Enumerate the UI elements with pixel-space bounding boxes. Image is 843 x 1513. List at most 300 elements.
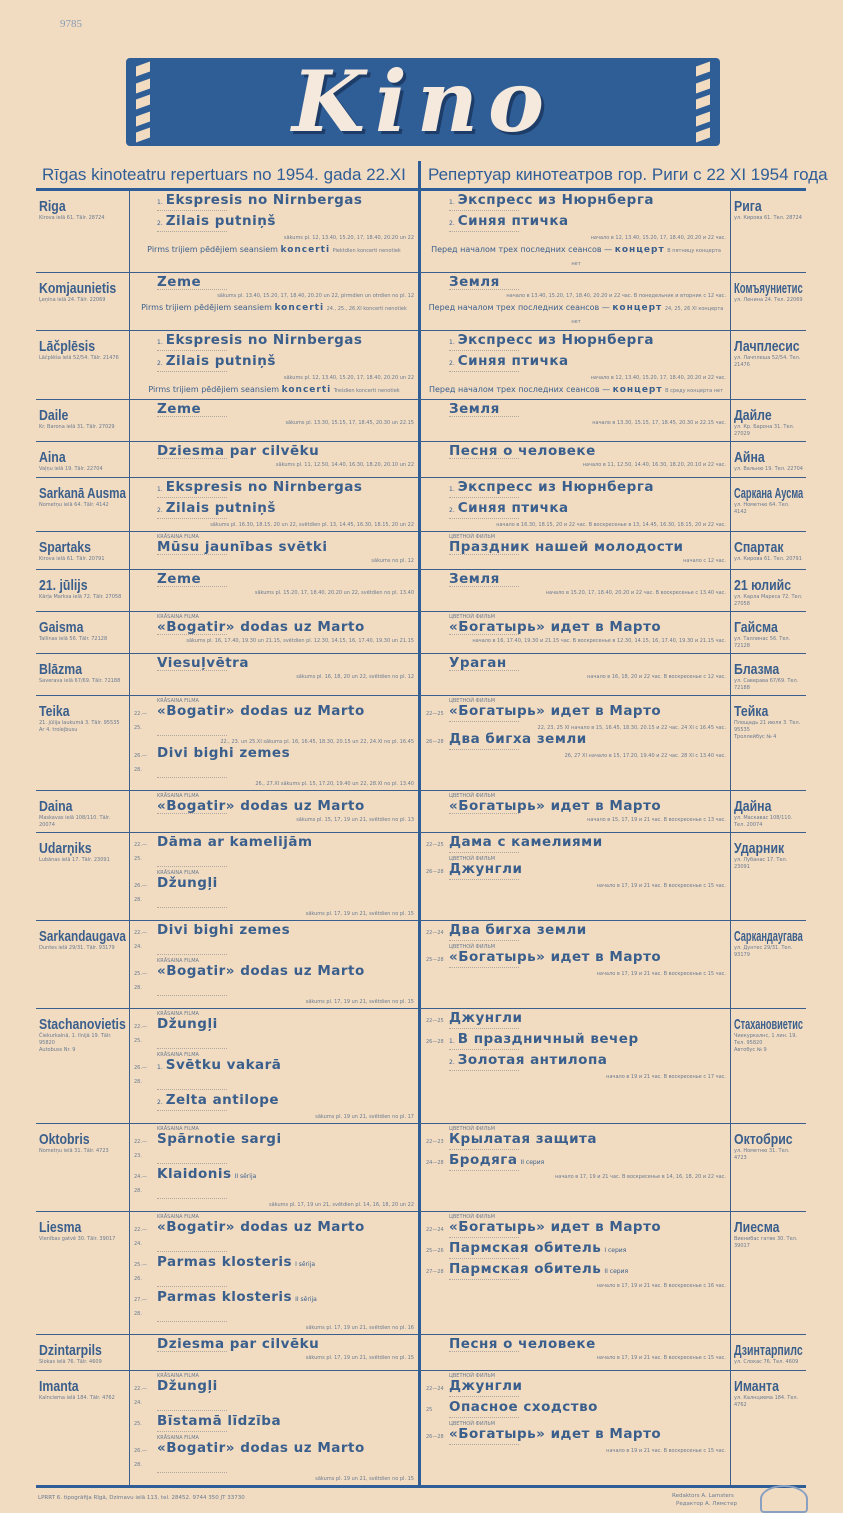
films-cell <box>130 1371 418 1485</box>
films-cell <box>130 1009 418 1123</box>
film-dates: 25 <box>426 1407 433 1413</box>
films-cell <box>418 1335 730 1370</box>
showtimes: sākums no pl. 12 <box>371 558 414 564</box>
film-entry <box>426 620 726 634</box>
films-cell <box>418 400 730 441</box>
cinema-cell <box>36 191 130 272</box>
film-entry <box>134 1337 414 1351</box>
color-film-label: KRĀSAINA FILMA <box>157 1126 199 1132</box>
cinema-address: ул. Нометню 64. Тел. 4142 <box>734 502 790 515</box>
cinema-name: Айна <box>734 449 765 466</box>
film-language-note <box>157 1410 227 1413</box>
archive-number: 9785 <box>60 18 82 30</box>
film-language-note <box>157 1048 227 1051</box>
film-dates: 22—23 <box>426 1139 444 1145</box>
film-dates: 25.—28. <box>134 971 147 991</box>
cinema-name: Спартак <box>734 539 784 556</box>
color-film-label: KRĀSAINA FILMA <box>157 1435 199 1441</box>
cinema-row <box>36 191 806 273</box>
color-film-label: KRĀSAINA FILMA <box>157 1052 199 1058</box>
showtimes: начало в 19 и 21 час. В воскресенье с 15 час. <box>606 1448 726 1454</box>
films-cell <box>418 921 730 1008</box>
cinema-cell <box>730 191 806 272</box>
film-title: «Богатырь» идет в Марто <box>449 1219 662 1235</box>
cinema-address: ул. Кр. Барона 31. Тел. 27029 <box>734 424 795 437</box>
film-title: Крылатая защита <box>449 1131 597 1147</box>
film-entry <box>134 656 414 670</box>
cinema-cell <box>730 791 806 832</box>
film-entry <box>134 214 414 231</box>
film-dates: 26.—28. <box>134 883 147 903</box>
showtimes: начало в 13.30, 15.15, 17, 18.45, 20.30 и 22.15 час. <box>592 420 726 426</box>
film-title: Svētku vakarā <box>165 1057 282 1073</box>
film-entry <box>426 835 726 852</box>
showtimes: sākums pl. 13.40, 15.20, 17, 18.40, 20.20 un 22, pirmdien un otrdien no pl. 12 <box>217 293 414 299</box>
cinema-name: Комъяуниетис <box>734 280 803 297</box>
color-film-label: ЦВЕТНОЙ ФИЛЬМ <box>449 1126 496 1132</box>
film-title: Dāma ar kamelijām <box>157 834 313 850</box>
film-entry <box>426 799 726 813</box>
cinema-address: ул. Саверава 67/69. Тел. 72188 <box>734 678 799 691</box>
transport-note: Автобус № 9 <box>734 1047 767 1053</box>
films-cell <box>130 1335 418 1370</box>
film-dates: 27.—28. <box>134 1297 147 1317</box>
cinema-address: ул. Маскавас 108/110. Тел. 20074 <box>734 815 793 828</box>
film-language-note <box>157 1431 227 1434</box>
film-language-note <box>449 231 519 234</box>
film-title: Дама с камелиями <box>449 834 603 850</box>
cinema-name: Daina <box>39 798 73 815</box>
cinema-cell <box>730 1335 806 1370</box>
film-title: Синяя птичка <box>457 500 569 516</box>
showtimes: sākums pl. 16, 18, 20 un 22, svētdien no pl. 12 <box>296 674 414 680</box>
film-number: 2. <box>449 507 455 514</box>
cinema-cell <box>36 921 130 1008</box>
concert-text: Pirms trijiem pēdējiem seansiem <box>147 245 278 254</box>
film-entry <box>134 1093 414 1110</box>
editor-lv: Redaktors A. Lamsters <box>672 1493 734 1499</box>
film-title: «Богатырь» идет в Марто <box>449 703 662 719</box>
cinema-name: Ударник <box>734 840 785 857</box>
cinema-row <box>36 833 806 921</box>
film-language-note <box>157 995 227 998</box>
cinema-cell <box>730 696 806 790</box>
cinema-address: ул. Ленина 24. Тел. 22069 <box>734 297 803 303</box>
film-dates: 22.—25. <box>134 1024 147 1044</box>
film-dates: 26—28 <box>426 1434 444 1440</box>
showtimes-note: 22, 23, 25 XI начало в 15, 16.45, 18.30, 20.15 и 22 час. 24 XI с 16.45 час. <box>537 725 726 731</box>
cinema-address: Nometņu ielā 64. Tālr. 4142 <box>39 502 109 508</box>
film-dates: 26.—28. <box>134 1065 147 1085</box>
showtimes: sākums pl. 19 un 21, svētdien no pl. 17 <box>315 1114 414 1120</box>
film-title: Бродяга <box>449 1152 518 1168</box>
showtimes-note: 22., 23. un 25.XI sākums pl. 16, 16.45, 18.30, 20.15 un 22, 24.XI no pl. 16.45 <box>220 739 414 745</box>
cinema-address: Kr. Barona ielā 31. Tālr. 27029 <box>39 424 115 430</box>
films-cell <box>418 331 730 399</box>
concert-word: koncerti <box>280 245 331 255</box>
cinema-cell <box>36 791 130 832</box>
showtimes: sākums pl. 17, 19 un 21, svētdien no pl. 15 <box>305 1355 414 1361</box>
showtimes: начало в 11, 12.50, 14.40, 16.30, 18.20, 20.10 и 22 час. <box>582 462 726 468</box>
film-language-note <box>449 1170 519 1173</box>
film-title: «Bogatir» dodas uz Marto <box>157 703 365 719</box>
film-entry <box>426 1337 726 1351</box>
film-dates: 25—28 <box>426 957 444 963</box>
concert-exception: В среду концерта нет <box>665 388 723 394</box>
cinema-address: Duntes ielā 29/31. Tālr. 93179 <box>39 945 115 951</box>
films-cell <box>130 191 418 272</box>
film-title: Divi bighi zemes <box>157 922 291 938</box>
film-entry <box>426 1379 726 1396</box>
film-entry <box>134 964 414 995</box>
film-title: Zelta antilope <box>165 1092 280 1108</box>
showtimes: sākums pl. 17, 19 un 21, svētdien no pl. 15 <box>305 911 414 917</box>
films-cell <box>130 442 418 477</box>
film-number: 1. <box>157 1064 163 1071</box>
cinema-row <box>36 791 806 833</box>
cinema-cell <box>36 570 130 611</box>
cinema-name: Лиесма <box>734 1219 780 1236</box>
film-number: 1. <box>449 1038 455 1045</box>
film-dates: 26—28 <box>426 739 444 745</box>
film-language-note <box>449 749 519 752</box>
showtimes: начало в 16, 17.40, 19.30 и 21.15 час. В воскресенье в 12.30, 14.15, 16, 17.40, 19.30 и 21.15 час. <box>472 638 726 644</box>
cinema-cell <box>36 1009 130 1123</box>
cinema-cell <box>730 1371 806 1485</box>
film-dates: 25.—26. <box>134 1262 147 1282</box>
film-entry <box>134 1255 414 1286</box>
cinema-cell <box>36 1212 130 1334</box>
film-language-note <box>449 721 519 724</box>
cinema-cell <box>730 442 806 477</box>
cinema-address: Kārļa Marksa ielā 72. Tālr. 27058 <box>39 594 122 600</box>
showtimes: sākums pl. 16, 17.40, 19.30 un 21.15, svētdien pl. 12.30, 14.15, 16, 17.40, 19.30 un 21.15 <box>186 638 414 644</box>
film-entry <box>134 275 414 289</box>
films-cell <box>130 833 418 920</box>
film-title: Dziesma par cilvēku <box>157 443 320 459</box>
film-entry <box>426 540 726 554</box>
cinema-name: Стахановиетис <box>734 1016 803 1033</box>
cinema-cell <box>36 833 130 920</box>
films-cell <box>130 791 418 832</box>
film-entry <box>426 572 726 586</box>
showtimes: начало в 13.40, 15.20, 17, 18.40, 20.20 и 22 час. В понедельник и вторник с 12 час. <box>506 293 726 299</box>
film-entry <box>426 214 726 231</box>
concert-exception: В пятницу концерта нет <box>571 248 721 267</box>
cinema-cell <box>730 273 806 330</box>
film-dates: 22.—25. <box>134 711 147 731</box>
color-film-label: KRĀSAINA FILMA <box>157 1373 199 1379</box>
film-title: Zilais putniņš <box>165 353 276 369</box>
cinema-row <box>36 1124 806 1212</box>
film-title: Klaidonis <box>157 1166 232 1182</box>
films-cell <box>418 696 730 790</box>
showtimes: начало с 12 час. <box>683 558 726 564</box>
cinema-name: Daile <box>39 407 69 424</box>
film-entry <box>426 950 726 967</box>
concert-exception: Piektdien koncerti nenotiek <box>332 248 401 254</box>
film-dates: 22.—23. <box>134 1139 147 1159</box>
cinema-cell <box>36 478 130 531</box>
film-entry <box>134 540 414 554</box>
film-title: Parmas klosteris <box>157 1254 293 1270</box>
showtimes: начало в 12, 13.40, 15.20, 17, 18.40, 20.20 и 22 час. <box>590 235 726 241</box>
film-dates: 22.—24. <box>134 1386 147 1406</box>
film-language-note <box>157 777 227 780</box>
film-language-note <box>449 1237 519 1240</box>
film-language-note <box>157 1321 227 1324</box>
showtimes: sākums pl. 17, 19 un 21, svētdien pl. 14, 16, 18, 20 un 22 <box>269 1202 414 1208</box>
film-number: 2. <box>449 1059 455 1066</box>
film-title: Spārnotie sargi <box>157 1131 282 1147</box>
film-title: Джунгли <box>449 1010 523 1026</box>
films-cell <box>418 191 730 272</box>
cinema-row <box>36 570 806 612</box>
film-entry <box>134 620 414 634</box>
cinema-row <box>36 400 806 442</box>
films-cell <box>418 273 730 330</box>
films-cell <box>418 833 730 920</box>
cinema-address: Ļeņina ielā 24. Tālr. 22069 <box>39 297 106 303</box>
cinema-name: Дзинтарпилс <box>734 1342 803 1359</box>
film-title: Ekspresis no Nirnbergas <box>165 479 363 495</box>
films-cell <box>130 478 418 531</box>
concert-word: концерт <box>612 385 663 395</box>
film-title: Džungļi <box>157 1016 218 1032</box>
films-cell <box>130 273 418 330</box>
cinema-name: 21. jūlijs <box>39 577 88 594</box>
film-number: 2. <box>157 220 163 227</box>
cinema-row <box>36 1335 806 1371</box>
film-entry <box>134 354 414 371</box>
film-title: Песня о человеке <box>449 1336 596 1352</box>
film-language-note <box>449 967 519 970</box>
color-film-label: KRĀSAINA FILMA <box>157 793 199 799</box>
showtimes: начало в 15, 17, 19 и 21 час. В воскресенье с 13 час. <box>587 817 726 823</box>
film-title: Песня о человеке <box>449 443 596 459</box>
cinema-row <box>36 1371 806 1485</box>
film-language-note <box>449 1444 519 1447</box>
films-cell <box>130 331 418 399</box>
showtimes: начало в 19 и 21 час. В воскресенье с 17 час. <box>606 1074 726 1080</box>
film-entry <box>134 444 414 458</box>
film-title: Viesuļvētra <box>157 655 249 671</box>
showtimes: начало в 16.30, 18.15, 20 и 22 час. В воскресенье в 13, 14.45, 16.30, 18.15, 20 и 22 час. <box>496 522 726 528</box>
films-cell <box>418 478 730 531</box>
cinema-row <box>36 921 806 1009</box>
film-title: Пармская обитель <box>449 1240 602 1256</box>
film-entry <box>134 835 414 866</box>
film-number: 1. <box>449 339 455 346</box>
film-dates: 24.—28. <box>134 1174 147 1194</box>
film-entry <box>426 732 726 749</box>
cinema-cell <box>730 1009 806 1123</box>
film-title: «Богатырь» идет в Марто <box>449 798 662 814</box>
cinema-name: Блазма <box>734 661 780 678</box>
color-film-label: ЦВЕТНОЙ ФИЛЬМ <box>449 698 496 704</box>
film-entry <box>426 1011 726 1028</box>
film-language-note <box>157 231 227 234</box>
films-cell <box>130 696 418 790</box>
film-entry <box>134 923 414 954</box>
cinema-address: ул. Нометню 31. Тел. 4723 <box>734 1148 790 1161</box>
film-language-note <box>157 1110 227 1113</box>
film-title: Divi bighi zemes <box>157 745 291 761</box>
film-language-note <box>157 954 227 957</box>
film-entry <box>134 1017 414 1048</box>
films-cell <box>130 570 418 611</box>
film-entry <box>426 704 726 721</box>
film-series: II sērija <box>295 1296 317 1303</box>
film-entry <box>426 862 726 879</box>
concert-word: концерт <box>612 303 663 313</box>
film-title: Синяя птичка <box>457 213 569 229</box>
showtimes: начало в 17, 19 и 21 час. В воскресенье с 16 час. <box>596 1283 726 1289</box>
cinema-address: Lāčplēša ielā 52/54. Tālr. 21476 <box>39 355 119 361</box>
film-dates: 22—25 <box>426 711 444 717</box>
showtimes-note: 26., 27.XI sākums pl. 15, 17.20, 19.40 un 22, 28.XI no pl. 13.40 <box>255 781 414 787</box>
film-title: «Bogatir» dodas uz Marto <box>157 1219 365 1235</box>
film-title: Dziesma par cilvēku <box>157 1336 320 1352</box>
cinema-address: Чиекуркалнс, 1 лин. 19. Тел. 95820 <box>734 1033 797 1046</box>
film-entry <box>426 444 726 458</box>
cinema-address: ул. Лачплеша 52/54. Тел. 21476 <box>734 355 801 368</box>
film-entry <box>426 402 726 416</box>
film-dates: 25. <box>134 1421 142 1427</box>
films-cell <box>130 612 418 653</box>
film-title: «Bogatir» dodas uz Marto <box>157 1440 365 1456</box>
cinema-row <box>36 442 806 478</box>
film-dates: 22—25 <box>426 1018 444 1024</box>
cinema-address: Saverava ielā 67/69. Tālr. 72188 <box>39 678 121 684</box>
film-title: Экспресс из Нюрнберга <box>457 332 654 348</box>
concert-note <box>134 384 414 397</box>
film-dates: 22—24 <box>426 1386 444 1392</box>
cinema-row <box>36 532 806 570</box>
film-entry <box>134 746 414 777</box>
footer <box>0 1493 843 1513</box>
cinema-cell <box>36 612 130 653</box>
showtimes: sākums pl. 15, 17, 19 un 21, svētdien no pl. 13 <box>296 817 414 823</box>
film-number: 1. <box>449 199 455 206</box>
films-cell <box>418 1371 730 1485</box>
film-title: Džungļi <box>157 875 218 891</box>
film-entry <box>134 1414 414 1431</box>
cinema-name: Саркана Аусма <box>734 485 804 502</box>
film-series: II серия <box>520 1159 545 1166</box>
film-title: Bīstamā līdzība <box>157 1413 282 1429</box>
cinema-address: ул. Кирова 61. Тел. 20791 <box>734 556 802 562</box>
films-cell <box>418 791 730 832</box>
film-title: Земля <box>449 401 500 417</box>
cinema-name: Октобрис <box>734 1131 793 1148</box>
cinema-name: Тейка <box>734 703 769 720</box>
color-film-label: ЦВЕТНОЙ ФИЛЬМ <box>449 793 496 799</box>
showtimes: sākums pl. 19 un 21, svētdien no pl. 15 <box>315 1476 414 1482</box>
cinema-address: ул. Таллинас 56. Тел. 72128 <box>734 636 791 649</box>
film-language-note <box>449 371 519 374</box>
film-title: Опасное сходство <box>449 1399 598 1415</box>
printer-info: LPRRT 6. tipogrāfija Rīgā, Dzirnavu ielā 113, tel. 28452. 9744 350 JT 33730 <box>38 1495 245 1501</box>
film-title: Праздник нашей молодости <box>449 539 684 555</box>
film-entry <box>134 480 414 497</box>
cinema-address: Kirova ielā 61. Tālr. 20791 <box>39 556 105 562</box>
film-title: В праздничный вечер <box>457 1031 639 1047</box>
film-number: 2. <box>157 1099 163 1106</box>
film-title: Экспресс из Нюрнберга <box>457 192 654 208</box>
film-title: Два бигха земли <box>449 922 587 938</box>
film-title: «Богатырь» идет в Марто <box>449 949 662 965</box>
showtimes: начало в 16, 18, 20 и 22 час. В воскресенье с 12 час. <box>587 674 726 680</box>
cinema-name: Riga <box>39 198 66 215</box>
film-dates: 22—25 <box>426 842 444 848</box>
film-entry <box>426 1241 726 1258</box>
cinema-cell <box>36 273 130 330</box>
cinema-cell <box>730 400 806 441</box>
cinema-address: ул. Вальню 19. Тел. 22704 <box>734 466 803 472</box>
film-dates: 22.—25. <box>134 842 147 862</box>
cinema-cell <box>36 400 130 441</box>
showtimes: начало в 12, 13.40, 15.20, 17, 18.40, 20.20 и 22 час. <box>590 375 726 381</box>
film-entry <box>426 275 726 289</box>
film-dates: 22.—24. <box>134 930 147 950</box>
cinema-name: Sarkandaugava <box>39 928 126 945</box>
cinema-name: Gaisma <box>39 619 84 636</box>
films-cell <box>418 612 730 653</box>
cinema-name: 21 юлийс <box>734 577 792 594</box>
repertoire-table <box>36 188 806 1488</box>
films-cell <box>130 532 418 569</box>
films-cell <box>130 1212 418 1334</box>
film-language-note <box>449 940 519 943</box>
showtimes: sākums pl. 12, 13.40, 15.20, 17, 18.40, 20.20 un 22 <box>283 375 414 381</box>
cinema-address: Nometņu ielā 31. Tālr. 4723 <box>39 1148 109 1154</box>
film-series: II серия <box>604 1268 629 1275</box>
film-number: 2. <box>449 220 455 227</box>
film-language-note <box>157 907 227 910</box>
concert-word: koncerti <box>281 385 332 395</box>
film-language-note <box>449 1417 519 1420</box>
film-entry <box>134 501 414 518</box>
films-cell <box>418 1009 730 1123</box>
cinema-cell <box>36 532 130 569</box>
film-entry <box>134 876 414 907</box>
films-cell <box>418 532 730 569</box>
cinema-row <box>36 331 806 400</box>
film-title: Земля <box>449 571 500 587</box>
cinema-name: Sarkanā Ausma <box>39 485 127 502</box>
cinema-row <box>36 654 806 696</box>
cinema-row <box>36 1212 806 1335</box>
cinema-row <box>36 612 806 654</box>
film-language-note <box>157 1472 227 1475</box>
film-title: Zilais putniņš <box>165 213 276 229</box>
concert-note <box>426 384 726 397</box>
film-entry <box>134 799 414 813</box>
film-dates: 27—28 <box>426 1269 444 1275</box>
showtimes: sākums pl. 12, 13.40, 15.20, 17, 18.40, 20.20 un 22 <box>283 235 414 241</box>
film-language-note <box>157 371 227 374</box>
cinema-name: Дайна <box>734 798 772 815</box>
films-cell <box>130 1124 418 1211</box>
showtimes: начало в 17, 19 и 21 час. В воскресенье с 15 час. <box>596 1355 726 1361</box>
film-entry <box>426 923 726 940</box>
film-title: Ekspresis no Nirnbergas <box>165 192 363 208</box>
cinema-name: Лачплесис <box>734 338 800 355</box>
films-cell <box>418 654 730 695</box>
film-language-note <box>449 518 519 521</box>
concert-exception: 24., 25., 26.XI koncerti nenotiek <box>326 306 407 312</box>
